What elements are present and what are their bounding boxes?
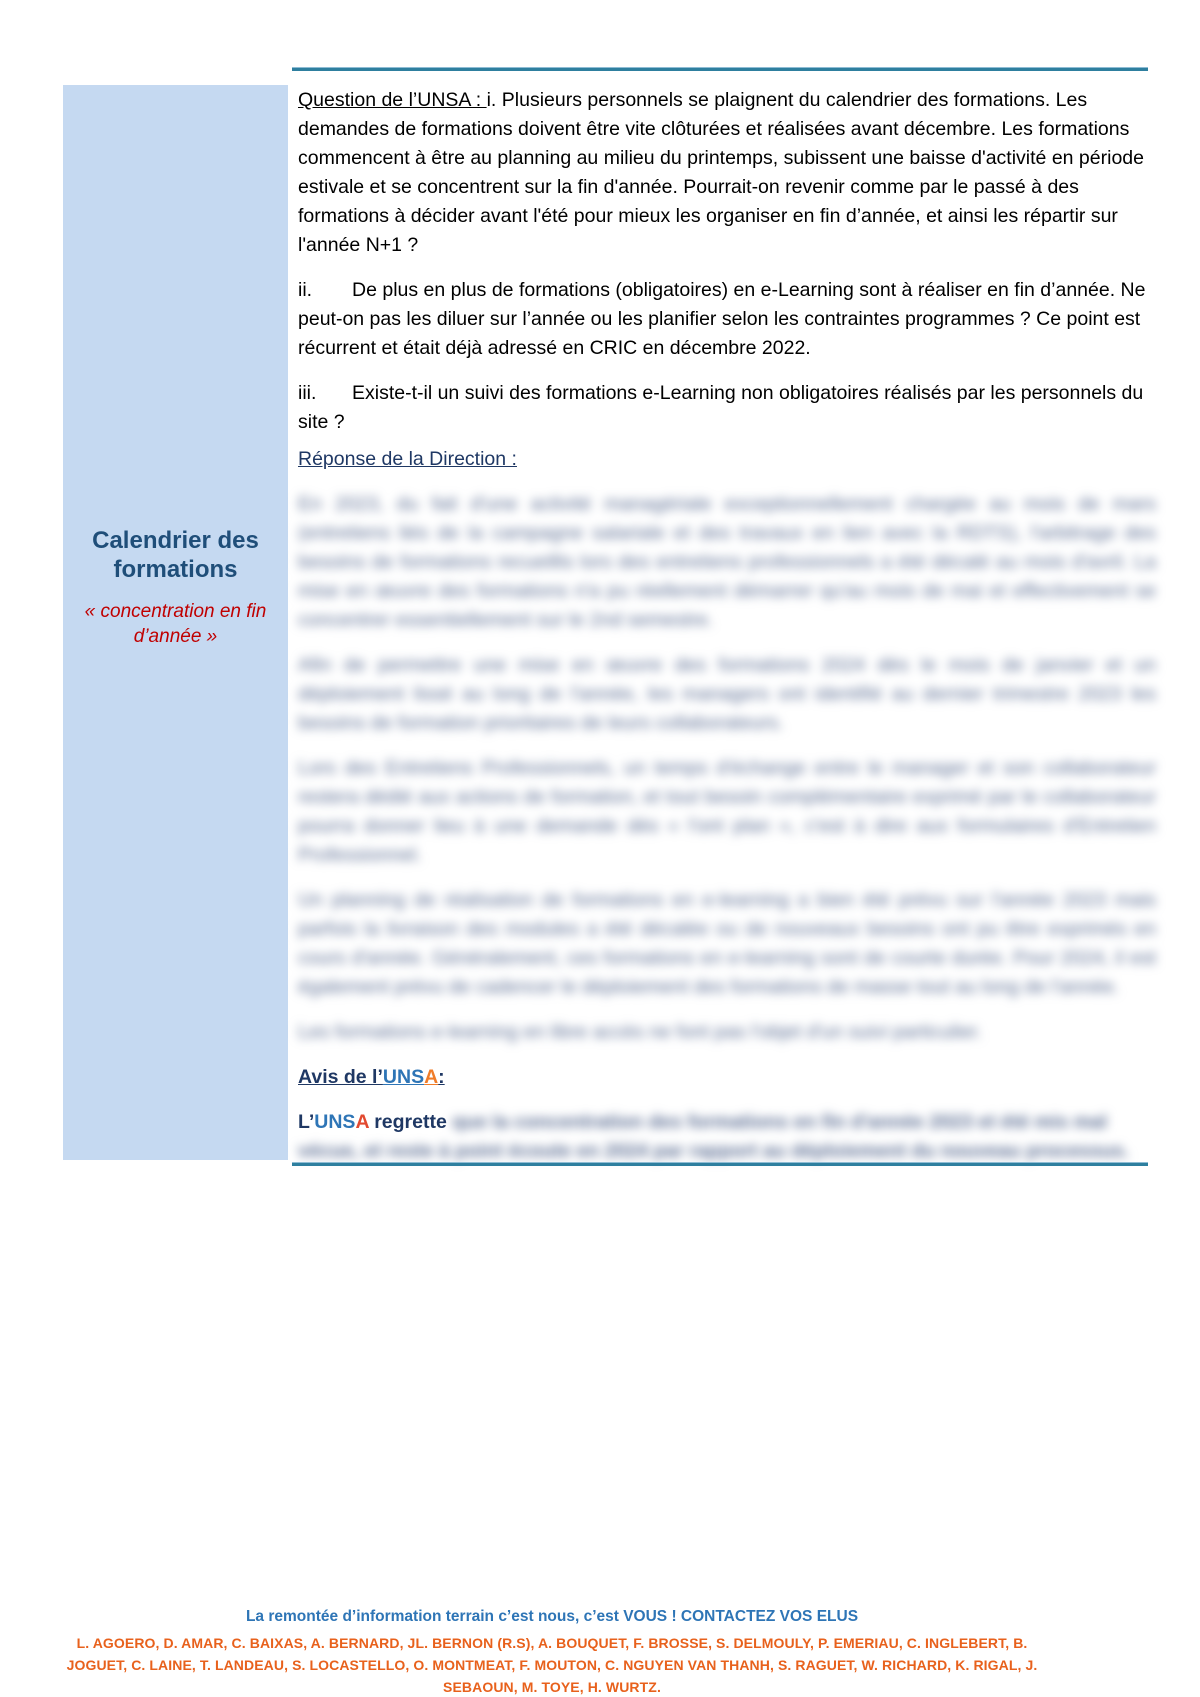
response-label: Réponse de la Direction : xyxy=(298,448,517,470)
question-item-iii-text: Existe-t-il un suivi des formations e-Learning non obligatoires réalisés par les personnels du site ? xyxy=(298,382,1144,433)
opinion-verb: regrette xyxy=(368,1111,453,1133)
question-item-i-text: Plusieurs personnels se plaignent du calendrier des formations. Les demandes de formations doivent être vite clôturées et réalisées avant décembre. Les formations commencent à être au planning au milieu du printemps, subissent une baisse d'activité en période estivale et se concentrent sur la fin d'année. Pourrait-on revenir comme par le passé à des formations à décider avant l'été pour mieux les organiser en fin d’année, et ainsi les répartir sur l'année N+1 ? xyxy=(298,89,1144,256)
question-item-iii-marker: iii. xyxy=(298,382,317,404)
question-paragraph-ii xyxy=(298,276,1156,363)
question-label: Question de l’UNSA : xyxy=(298,89,487,111)
avis-heading xyxy=(298,1063,1156,1092)
avis-colon: : xyxy=(438,1066,445,1088)
sidebar-callout xyxy=(63,85,288,1160)
avis-uns: UNS xyxy=(382,1066,425,1088)
footer-elected-names: L. AGOERO, D. AMAR, C. BAIXAS, A. BERNARD, JL. BERNON (R.S), A. BOUQUET, F. BROSSE, S. DELMOULY, P. EMERIAU, C. INGLEBERT, B. JOGUET, C. LAINE, T. LANDEAU, S. LOCASTELLO, O. MONTMEAT, F. MOUTON, C. NGUYEN VAN THANH, S. RAGUET, W. RICHARD, K. RIGAL, J. SEBAOUN, M. TOYE, H. WURTZ. xyxy=(66,1634,1038,1696)
avis-a: A xyxy=(424,1066,439,1088)
footer xyxy=(58,1606,1046,1697)
redacted-paragraph: Un planning de réalisation de formations en e-learning a bien été prévu sur l'année 2023 mais parfois la livraison des modules a été décalée ou de nouveaux besoins ont pu être exprimés en cours d'année. Généralement, ces formations en e-learning sont de courte durée. Pour 2024, il est également prévu de cadencer le déploiement des formations de masse tout au long de l'année. xyxy=(298,889,1156,998)
top-divider xyxy=(292,67,1148,71)
avis-prefix: Avis de l’ xyxy=(298,1066,383,1088)
sidebar-title: Calendrier des formations xyxy=(92,526,259,583)
question-item-ii-text: De plus en plus de formations (obligatoires) en e-Learning sont à réaliser en fin d’année. Ne peut-on pas les diluer sur l’année ou les planifier selon les contraintes programmes ? Ce point est récurrent et était déjà adressé en CRIC en décembre 2022. xyxy=(298,279,1146,359)
question-item-ii-marker: ii. xyxy=(298,279,313,301)
question-paragraph-iii xyxy=(298,379,1156,437)
footer-cta-text: La remontée d’information terrain c’est nous, c’est VOUS ! CONTACTEZ VOS ELUS xyxy=(245,1608,859,1625)
question-item-i-marker: i. xyxy=(486,89,497,111)
opinion-uns: UNS xyxy=(314,1111,356,1133)
redacted-paragraph: Lors des Entretiens Professionnels, un temps d'échange entre le manager et son collaborateur restera dédié aux actions de formation, et tout besoin complémentaire exprimé par le collaborateur pourra donner lieu à une demande dès « l'ont plan », c'est à dire aux formulaires d'Entretien Professionnel. xyxy=(298,757,1156,866)
opinion-redacted-text: que la concentration des formations en fin d'année 2023 et été mis mal vécue, et reste à point écoute en 2024 par rapport au déploiement du nouveau processus. xyxy=(298,1111,1130,1162)
question-paragraph-i xyxy=(298,86,1156,260)
opinion-a: A xyxy=(355,1111,369,1133)
redacted-paragraph: En 2023, du fait d'une activité managériale exceptionnellement chargée au mois de mars (entretiens liés de la campagne salariale et des travaux en lien avec la RDTS), l'arbitrage des besoins de formations recueillis lors des entretiens professionnels a été décalé au mois d'avril. La mise en œuvre des formations n'a pu réellement démarrer qu'au mois de mai et effectivement se concentrer essentiellement sur le 2nd semestre. xyxy=(298,493,1156,631)
sidebar-subtitle: « concentration en fin d’année » xyxy=(84,601,267,647)
main-content xyxy=(298,86,1156,1182)
redacted-paragraph: Afin de permettre une mise en œuvre des formations 2024 dès le mois de janvier et un déploiement lissé au long de l'année, les managers ont identifié au dernier trimestre 2023 les besoins de formation prioritaires de leurs collaborateurs. xyxy=(298,654,1156,734)
redacted-paragraph: Les formations e-learning en libre accès ne font pas l'objet d'un suivi particulier. xyxy=(298,1021,982,1043)
opinion-paragraph xyxy=(298,1108,1156,1166)
opinion-l: L’ xyxy=(298,1111,315,1133)
bottom-divider xyxy=(292,1162,1148,1166)
